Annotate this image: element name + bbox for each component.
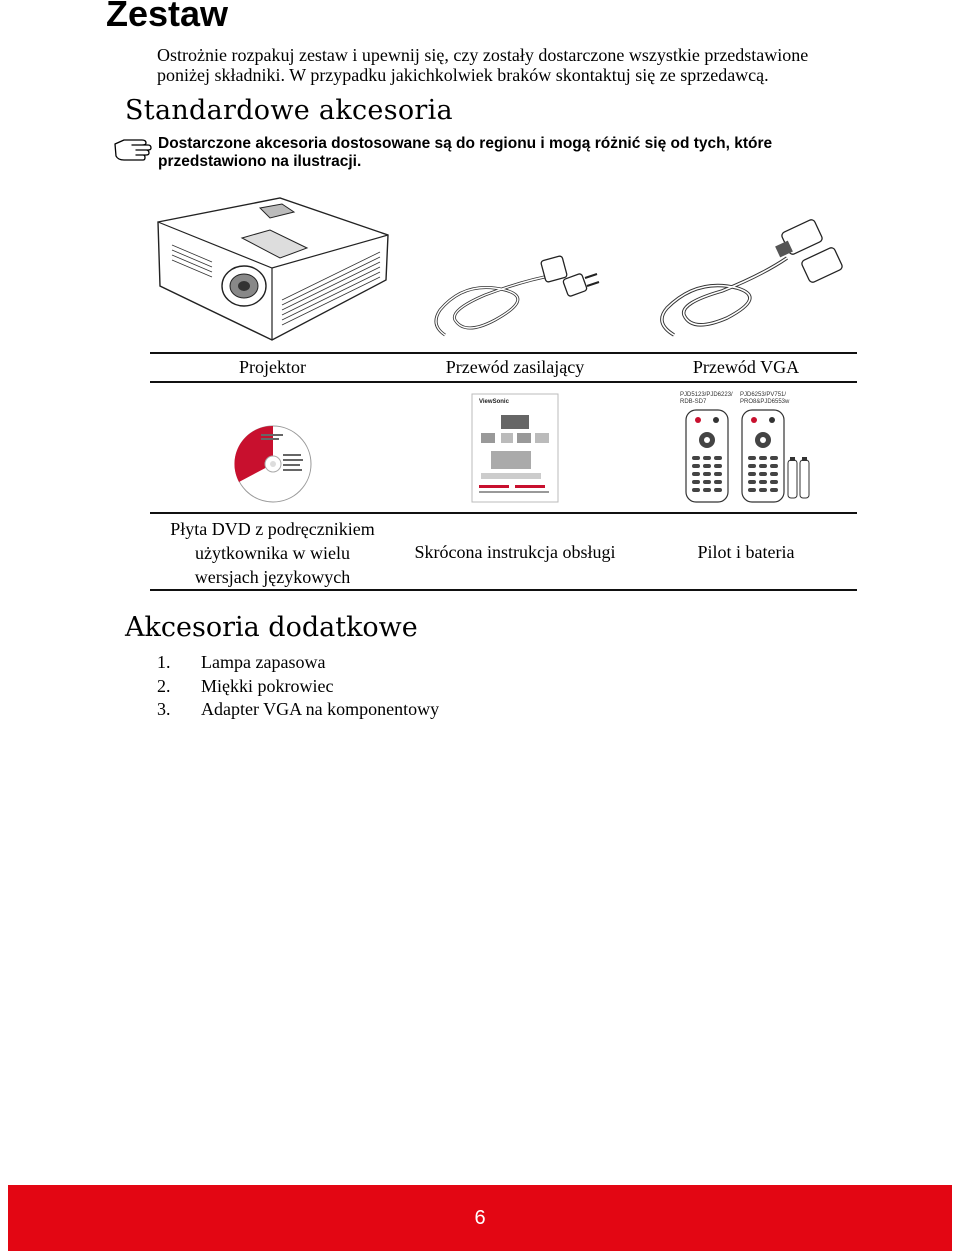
standard-accessories-heading: Standardowe akcesoria <box>125 95 453 126</box>
list-item <box>157 651 439 675</box>
projector-image <box>152 190 392 345</box>
vga-cable-caption: Przewód VGA <box>692 357 800 377</box>
note-line: przedstawiono na ilustracji. <box>158 153 362 170</box>
table-rule <box>150 381 857 383</box>
table-rule-top <box>150 352 857 354</box>
guide-brand-label: ViewSonic <box>479 399 509 405</box>
page-number: 6 <box>474 1207 486 1229</box>
dvd-caption <box>150 517 395 589</box>
remote-model-line: PJD6253/PV751/ <box>740 392 787 398</box>
dvd-caption-line: wersjach językowych <box>194 567 351 587</box>
remote-model-line: RDB-SD7 <box>680 399 707 405</box>
power-cord-caption: Przewód zasilający <box>445 357 585 377</box>
list-item-text: Miękki pokrowiec <box>201 675 334 696</box>
remote-model-line: PRO8&PJD6553w <box>740 399 790 405</box>
pointing-hand-icon <box>112 132 154 162</box>
dvd-caption-line: Płyta DVD z podręcznikiem <box>170 519 375 539</box>
remote-model-label <box>740 392 789 406</box>
note-text <box>158 135 858 171</box>
intro-line: poniżej składniki. W przypadku jakichkolwiek braków skontaktuj się ze sprzedawcą. <box>157 65 769 85</box>
remote-model-line: PJD5123/PJD6223/ <box>680 392 733 398</box>
page-title: Zestaw <box>106 0 229 34</box>
dvd-disc-image <box>233 424 313 504</box>
optional-accessories-heading: Akcesoria dodatkowe <box>125 612 418 643</box>
list-item-number: 2. <box>157 675 171 696</box>
list-item-text: Adapter VGA na komponentowy <box>201 699 440 719</box>
intro-paragraph <box>157 45 877 85</box>
quick-start-guide-image <box>471 393 559 503</box>
table-rule-bottom <box>150 589 857 591</box>
remote-caption: Pilot i bateria <box>697 542 795 562</box>
list-item <box>157 698 439 722</box>
list-item <box>157 675 439 699</box>
page-footer-bar <box>8 1185 952 1251</box>
list-item-number: 3. <box>157 699 171 719</box>
optional-accessories-list <box>157 651 439 722</box>
vga-cable-image <box>652 213 852 348</box>
list-item-text: Lampa zapasowa <box>201 652 326 672</box>
list-item-number: 1. <box>157 652 171 672</box>
table-rule <box>150 512 857 514</box>
projector-caption: Projektor <box>239 357 306 377</box>
power-cord-image <box>425 240 610 348</box>
remote-and-batteries-image <box>684 408 814 504</box>
quick-guide-caption: Skrócona instrukcja obsługi <box>414 542 616 562</box>
dvd-caption-line: użytkownika w wielu <box>195 543 350 563</box>
intro-line: Ostrożnie rozpakuj zestaw i upewnij się, czy zostały dostarczone wszystkie przedstawione <box>157 45 809 65</box>
remote-model-label <box>680 392 733 406</box>
note-line: Dostarczone akcesoria dostosowane są do regionu i mogą różnić się od tych, które <box>158 135 773 152</box>
